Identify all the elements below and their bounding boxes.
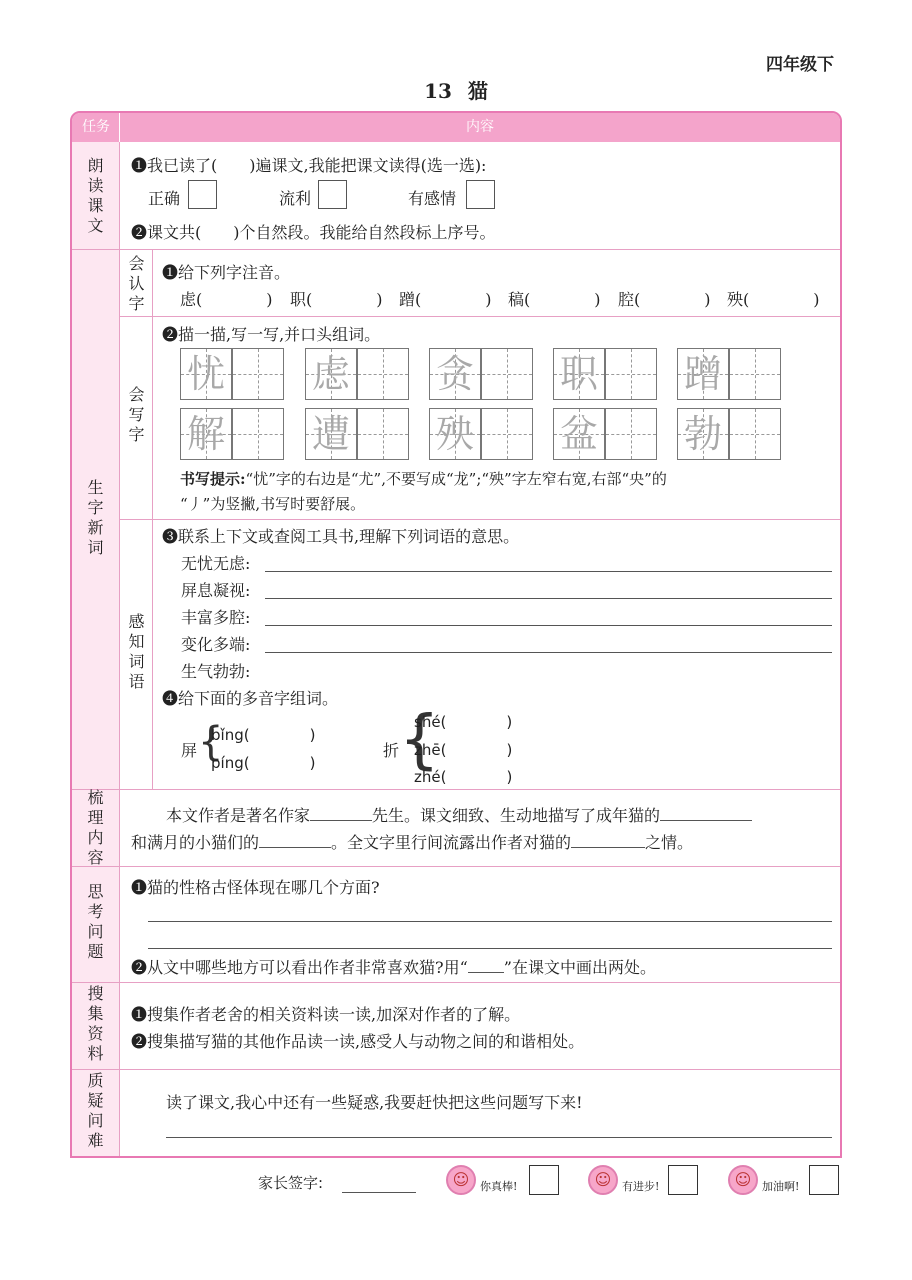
stamp-label: 有进步! [622, 1180, 660, 1193]
header-task: 任务 [82, 119, 110, 135]
column-divider [119, 142, 120, 1156]
reading-item[interactable]: zhē( ) [414, 741, 513, 759]
pinyin-item[interactable]: 稿( ) [508, 290, 601, 309]
trace-character: 职 [559, 352, 598, 396]
option-fluent: 流利 [279, 189, 312, 208]
pinyin-item[interactable]: 殃( ) [727, 290, 820, 309]
blank-feeling[interactable] [571, 834, 645, 848]
words-instruction: ❸联系上下文或查阅工具书,理解下列词语的意思。 [162, 527, 520, 546]
write-cell[interactable] [357, 408, 409, 460]
trace-cell[interactable] [677, 348, 729, 400]
polyphone-instruction: ❹给下面的多音字组词。 [162, 689, 339, 708]
row-divider [120, 316, 840, 317]
reading-item[interactable]: bǐng( ) [211, 726, 316, 744]
write-cell[interactable] [729, 348, 781, 400]
pinyin-item[interactable]: 腔( ) [618, 290, 711, 309]
trace-character: 忧 [186, 352, 225, 396]
writing-tip-line-1: 书写提示:“忧”字的右边是“尤”,不要写成“龙”;“殃”字左窄右宽,右部“央”的 [180, 470, 667, 488]
trace-character: 殃 [435, 412, 474, 456]
stamp-box[interactable] [668, 1165, 698, 1195]
label-collect: 搜集资料 [87, 984, 104, 1063]
write-cell[interactable] [481, 408, 533, 460]
blank-author[interactable] [310, 807, 372, 821]
trace-character: 盆 [559, 412, 598, 456]
trace-cell[interactable] [305, 408, 357, 460]
label-sort: 梳理内容 [87, 788, 104, 867]
trace-character: 虑 [311, 352, 350, 396]
word-item: 变化多端: [181, 635, 251, 654]
write-cell[interactable] [232, 348, 284, 400]
header-content: 内容 [466, 119, 494, 135]
stamp-box[interactable] [529, 1165, 559, 1195]
recognize-instruction: ❶给下列字注音。 [162, 263, 291, 282]
parent-sign-label: 家长签字: [258, 1174, 324, 1192]
answer-line[interactable] [148, 948, 832, 949]
word-item: 屏息凝视: [181, 581, 251, 600]
checkbox-emotion[interactable] [466, 180, 495, 209]
row-divider [120, 519, 840, 520]
read-line-2: ❷课文共( )个自然段。我能给自然段标上序号。 [131, 223, 496, 242]
trace-character: 蹭 [683, 352, 722, 396]
smiley-sun-icon: ☺ [446, 1165, 476, 1195]
trace-character: 遭 [311, 412, 350, 456]
write-cell[interactable] [605, 348, 657, 400]
row-divider [72, 866, 840, 867]
collect-line-2: ❷搜集描写猫的其他作品读一读,感受人与动物之间的和谐相处。 [131, 1032, 585, 1051]
label-read: 朗读课文 [87, 156, 104, 235]
trace-cell[interactable] [677, 408, 729, 460]
pinyin-item[interactable]: 职( ) [290, 290, 383, 309]
collect-line-1: ❶搜集作者老舍的相关资料读一读,加深对作者的了解。 [131, 1005, 521, 1024]
stamp-label: 加油啊! [762, 1180, 800, 1193]
write-cell[interactable] [481, 348, 533, 400]
lesson-name: 猫 [467, 79, 488, 103]
read-line-1: ❶我已读了( )遍课文,我能把课文读得(选一选): [131, 156, 487, 175]
row-divider [72, 249, 840, 250]
brace-icon: { [198, 719, 224, 765]
trace-cell[interactable] [429, 348, 481, 400]
label-words: 感知词语 [128, 612, 145, 691]
reading-item[interactable]: shé( ) [414, 713, 513, 731]
word-item: 丰富多腔: [181, 608, 251, 627]
think-question-1: ❶猫的性格古怪体现在哪几个方面? [131, 878, 380, 897]
checkbox-fluent[interactable] [318, 180, 347, 209]
writing-tip-line-2: “丿”为竖撇,书写时要舒展。 [180, 495, 366, 513]
trace-cell[interactable] [180, 348, 232, 400]
blank-adult-cat[interactable] [660, 807, 752, 821]
label-question: 质疑问难 [87, 1071, 104, 1150]
underline-sample [468, 959, 504, 973]
answer-line[interactable] [148, 921, 832, 922]
label-newwords: 生字新词 [87, 478, 104, 557]
trace-cell[interactable] [305, 348, 357, 400]
trace-cell[interactable] [553, 408, 605, 460]
trace-cell[interactable] [180, 408, 232, 460]
write-cell[interactable] [729, 408, 781, 460]
option-emotion: 有感情 [408, 189, 457, 208]
label-think: 思考问题 [87, 882, 104, 961]
reading-item[interactable]: zhé( ) [414, 768, 513, 786]
write-cell[interactable] [357, 348, 409, 400]
polyphone-char-1: 屏 [181, 741, 198, 760]
label-write: 会写字 [128, 385, 145, 444]
pinyin-item[interactable]: 虑( ) [180, 290, 273, 309]
word-item: 生气勃勃: [181, 662, 251, 681]
writing-tip-label: 书写提示: [180, 470, 246, 488]
trace-character: 解 [186, 412, 225, 456]
checkbox-correct[interactable] [188, 180, 217, 209]
row-divider [72, 1069, 840, 1070]
option-correct: 正确 [148, 189, 181, 208]
question-prompt: 读了课文,我心中还有一些疑惑,我要赶快把这些问题写下来! [166, 1093, 583, 1112]
brace-icon: { [399, 703, 440, 777]
answer-line[interactable] [265, 625, 832, 626]
parent-sign-line[interactable] [342, 1192, 416, 1193]
polyphone-char-2: 折 [383, 741, 400, 760]
sort-line-1: 本文作者是著名作家 先生。课文细致、生动地描写了成年猫的 [166, 803, 752, 826]
lesson-number: 13 [424, 79, 452, 103]
label-recognize: 会认字 [128, 254, 145, 313]
answer-line[interactable] [265, 571, 832, 572]
write-cell[interactable] [605, 408, 657, 460]
smiley-sun-icon: ☺ [728, 1165, 758, 1195]
answer-line[interactable] [166, 1137, 832, 1138]
think-question-2: ❷从文中哪些地方可以看出作者非常喜欢猫?用“ ”在课文中画出两处。 [131, 958, 656, 977]
sort-line-2: 和满月的小猫们的 。全文字里行间流露出作者对猫的 之情。 [131, 833, 694, 852]
answer-line[interactable] [265, 598, 832, 599]
row-divider [72, 789, 840, 790]
trace-character: 贪 [435, 352, 474, 396]
reading-item[interactable]: píng( ) [211, 754, 316, 772]
blank-kittens[interactable] [259, 834, 331, 848]
word-item: 无忧无虑: [181, 554, 251, 573]
stamp-label: 你真棒! [480, 1180, 518, 1193]
stamp-box[interactable] [809, 1165, 839, 1195]
pinyin-item[interactable]: 蹭( ) [399, 290, 492, 309]
answer-line[interactable] [265, 652, 832, 653]
row-divider [72, 982, 840, 983]
grade-label: 四年级下 [766, 55, 834, 75]
trace-cell[interactable] [553, 348, 605, 400]
lesson-title [0, 75, 912, 104]
trace-character: 勃 [683, 412, 722, 456]
trace-cell[interactable] [429, 408, 481, 460]
smiley-sun-icon: ☺ [588, 1165, 618, 1195]
write-cell[interactable] [232, 408, 284, 460]
write-instruction: ❷描一描,写一写,并口头组词。 [162, 325, 381, 344]
